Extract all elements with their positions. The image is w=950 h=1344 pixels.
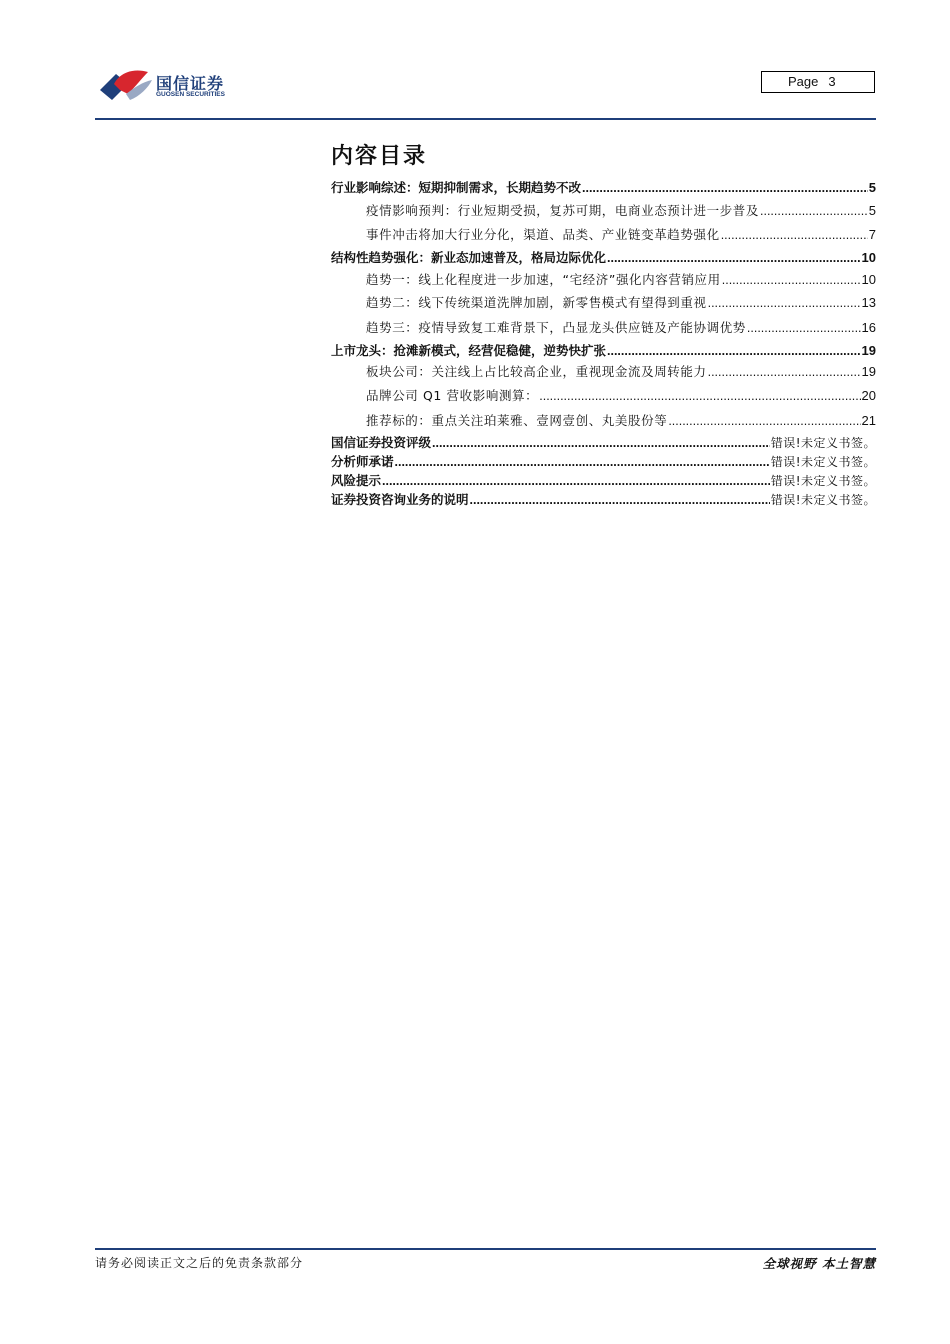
toc-entry[interactable] [366, 201, 876, 221]
toc-entry-label: 分析师承诺 [331, 454, 394, 469]
toc-leader-dots [432, 433, 770, 453]
toc-entry-page: 21 [861, 413, 876, 428]
company-logo [98, 66, 238, 106]
toc-title: 内容目录 [331, 144, 428, 169]
toc-entry-page: 错误!未定义书签。 [770, 436, 876, 450]
toc-entry[interactable] [366, 362, 876, 382]
toc-entry[interactable] [366, 318, 876, 338]
toc-entry-page: 10 [861, 272, 876, 287]
toc-leader-dots [668, 411, 860, 431]
toc-entry-label: 趋势一：线上化程度进一步加速，“宅经济”强化内容营销应用 [366, 272, 721, 287]
toc-entry[interactable] [331, 178, 876, 198]
toc-entry-label: 板块公司：关注线上占比较高企业，重视现金流及周转能力 [366, 364, 707, 379]
toc-entry-label: 疫情影响预判：行业短期受损，复苏可期，电商业态预计进一步普及 [366, 203, 760, 218]
toc-entry-page: 10 [861, 250, 876, 265]
page-indicator [761, 71, 875, 93]
logo-chinese-name: 国信证券 [156, 74, 225, 93]
toc-entry[interactable] [331, 248, 876, 268]
logo-mark-icon [98, 66, 154, 104]
toc-entry-label: 行业影响综述：短期抑制需求，长期趋势不改 [331, 180, 582, 195]
footer-slogan: 全球视野 本土智慧 [762, 1256, 876, 1271]
logo-english-name: GUOSEN SECURITIES [156, 91, 225, 98]
toc-leader-dots [747, 318, 861, 338]
footer-disclaimer: 请务必阅读正文之后的免责条款部分 [95, 1256, 304, 1270]
footer-divider [95, 1248, 876, 1250]
toc-entry-label: 上市龙头：抢滩新模式，经营促稳健，逆势快扩张 [331, 343, 607, 358]
toc-entry-page: 13 [861, 295, 876, 310]
toc-leader-dots [382, 471, 770, 491]
toc-leader-dots [470, 490, 770, 510]
toc-entry-label: 事件冲击将加大行业分化，渠道、品类、产业链变革趋势强化 [366, 227, 720, 242]
toc-entry-label: 推荐标的：重点关注珀莱雅、壹网壹创、丸美股份等 [366, 413, 668, 428]
toc-entry-label: 风险提示 [331, 473, 382, 488]
toc-entry-label: 国信证券投资评级 [331, 435, 432, 450]
toc-leader-dots [721, 225, 868, 245]
toc-entry-label: 结构性趋势强化：新业态加速普及，格局边际优化 [331, 250, 607, 265]
toc-entry[interactable] [331, 490, 876, 510]
toc-leader-dots [722, 270, 861, 290]
toc-entry[interactable] [366, 411, 876, 431]
toc-leader-dots [395, 452, 770, 472]
toc-leader-dots [607, 341, 861, 361]
page-number: 3 [828, 74, 836, 89]
toc-entry[interactable] [331, 433, 876, 453]
toc-leader-dots [539, 386, 860, 406]
page-label: Page [788, 74, 819, 89]
toc-entry-page: 错误!未定义书签。 [770, 493, 876, 507]
toc-entry[interactable] [366, 293, 876, 313]
toc-entry-page: 错误!未定义书签。 [770, 455, 876, 469]
header-divider [95, 118, 876, 120]
toc-entry-page: 7 [868, 227, 876, 242]
toc-entry[interactable] [331, 471, 876, 491]
toc-entry-page: 20 [861, 388, 876, 403]
toc-leader-dots [760, 201, 868, 221]
toc-leader-dots [708, 362, 861, 382]
toc-entry[interactable] [366, 225, 876, 245]
toc-entry-page: 5 [868, 203, 876, 218]
toc-leader-dots [708, 293, 861, 313]
toc-entry[interactable] [331, 341, 876, 361]
toc-entry-label: 趋势二：线下传统渠道洗牌加剧，新零售模式有望得到重视 [366, 295, 707, 310]
toc-entry-label: 证券投资咨询业务的说明 [331, 492, 469, 507]
toc-leader-dots [582, 178, 868, 198]
toc-entry-label: 品牌公司 Q1 营收影响测算： [366, 388, 539, 403]
toc-entry-page: 16 [861, 320, 876, 335]
toc-entry-page: 5 [868, 180, 876, 195]
toc-leader-dots [607, 248, 861, 268]
toc-entry[interactable] [331, 452, 876, 472]
toc-entry-page: 错误!未定义书签。 [770, 474, 876, 488]
toc-entry-page: 19 [861, 364, 876, 379]
toc-entry-label: 趋势三：疫情导致复工难背景下，凸显龙头供应链及产能协调优势 [366, 320, 746, 335]
toc-entry-page: 19 [861, 343, 876, 358]
toc-entry[interactable] [366, 386, 876, 406]
toc-entry[interactable] [366, 270, 876, 290]
